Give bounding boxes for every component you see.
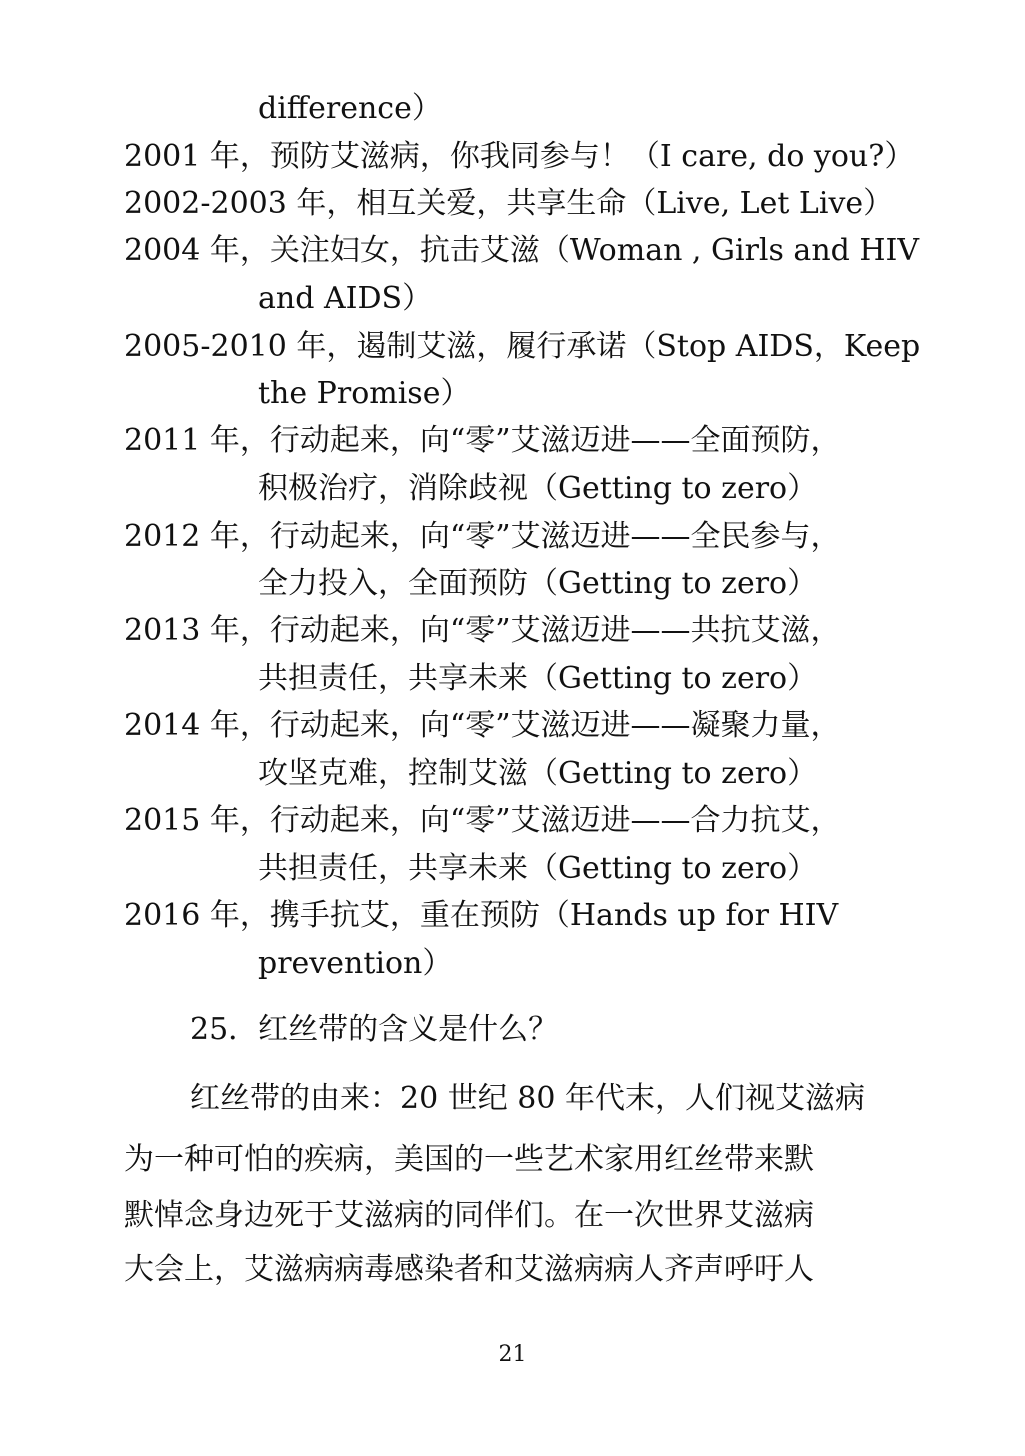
list-line: 2001 年，预防艾滋病，你我同参与！（I care, do you?） bbox=[124, 139, 915, 174]
list-line: 2005-2010 年，遏制艾滋，履行承诺（Stop AIDS，Keep bbox=[124, 329, 921, 364]
list-line: 2004 年，关注妇女，抗击艾滋（Woman , Girls and HIV bbox=[124, 233, 920, 268]
list-line: difference） bbox=[258, 91, 442, 126]
list-line: prevention） bbox=[258, 946, 453, 981]
list-line: 2016 年，携手抗艾，重在预防（Hands up for HIV bbox=[124, 898, 839, 933]
list-line: 2013 年，行动起来，向“零”艾滋迈进——共抗艾滋， bbox=[124, 613, 841, 648]
page-number: 21 bbox=[498, 1342, 527, 1367]
list-line: 攻坚克难，控制艾滋（Getting to zero） bbox=[258, 756, 818, 791]
paragraph-line: 大会上，艾滋病病毒感染者和艾滋病病人齐声呼吁人 bbox=[124, 1252, 814, 1287]
list-line: the Promise） bbox=[258, 376, 471, 411]
section-heading: 25．红丝带的含义是什么？ bbox=[190, 1012, 559, 1047]
list-line: and AIDS） bbox=[258, 281, 433, 316]
list-line: 2002-2003 年，相互关爱，共享生命（Live, Let Live） bbox=[124, 186, 894, 221]
paragraph-line: 红丝带的由来：20 世纪 80 年代末，人们视艾滋病 bbox=[190, 1081, 865, 1116]
paragraph-line: 为一种可怕的疾病，美国的一些艺术家用红丝带来默 bbox=[124, 1142, 814, 1177]
list-line: 积极治疗，消除歧视（Getting to zero） bbox=[258, 471, 818, 506]
list-line: 2011 年，行动起来，向“零”艾滋迈进——全面预防， bbox=[124, 423, 841, 458]
list-line: 2014 年，行动起来，向“零”艾滋迈进——凝聚力量， bbox=[124, 708, 841, 743]
list-line: 共担责任，共享未来（Getting to zero） bbox=[258, 661, 818, 696]
paragraph-line: 默悼念身边死于艾滋病的同伴们。在一次世界艾滋病 bbox=[124, 1198, 814, 1233]
list-line: 全力投入，全面预防（Getting to zero） bbox=[258, 566, 818, 601]
list-line: 2012 年，行动起来，向“零”艾滋迈进——全民参与， bbox=[124, 519, 841, 554]
list-line: 共担责任，共享未来（Getting to zero） bbox=[258, 851, 818, 886]
list-line: 2015 年，行动起来，向“零”艾滋迈进——合力抗艾， bbox=[124, 803, 841, 838]
